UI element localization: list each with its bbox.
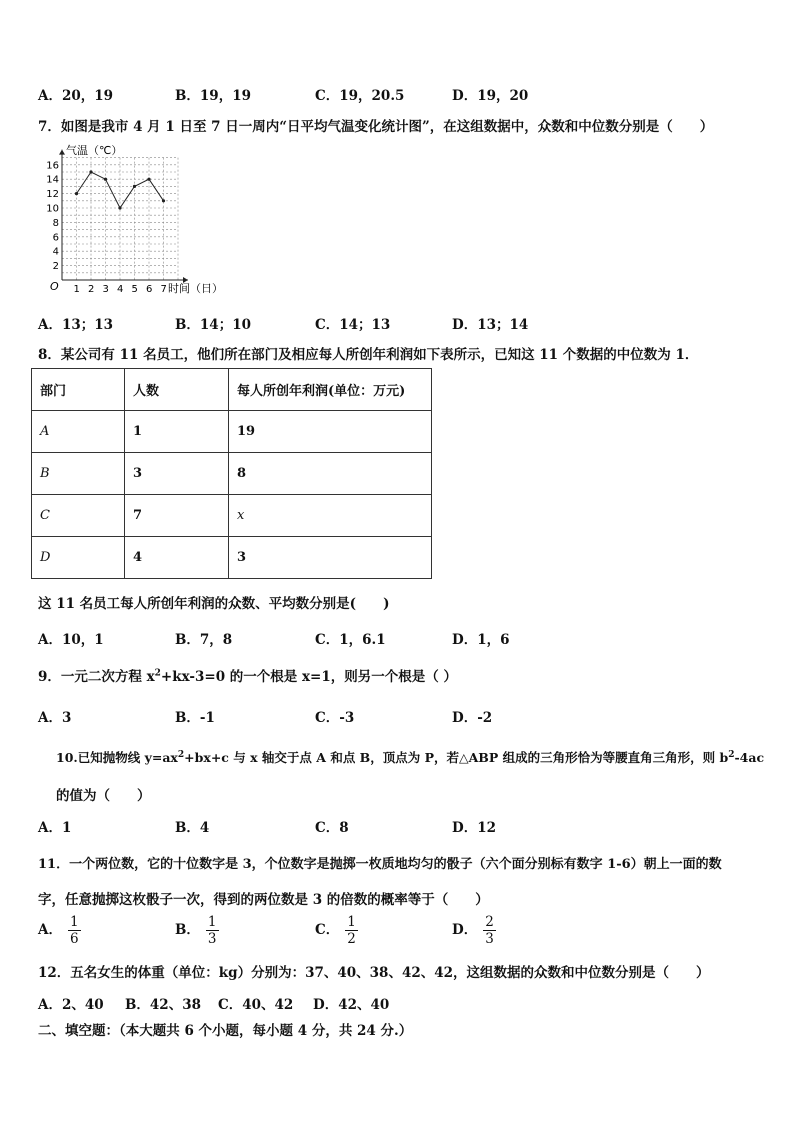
table-cell: 7 (125, 495, 229, 537)
q10-option-d: D．12 (452, 820, 496, 836)
table-cell: 3 (229, 537, 432, 579)
fraction (483, 914, 496, 947)
q9-exponent: 2 (154, 668, 161, 679)
fraction-numerator: 1 (347, 914, 356, 930)
y-tick-label: 12 (46, 189, 59, 201)
fraction (345, 914, 358, 947)
q8-stem: 8．某公司有 11 名员工，他们所在部门及相应每人所创年利润如下表所示，已知这 11 个数据的中位数为 1． (38, 347, 699, 363)
table-cell: 8 (229, 453, 432, 495)
q6-option-c: C．19，20.5 (315, 88, 405, 104)
y-axis-arrow-icon (59, 150, 65, 155)
option-label: C． (315, 922, 340, 938)
q11-option-d (452, 914, 496, 947)
table-cell: 3 (125, 453, 229, 495)
data-point (133, 185, 136, 188)
option-label: B． (175, 922, 200, 938)
fraction (68, 914, 81, 947)
table-cell: A (32, 411, 125, 453)
q6-option-d: D．19，20 (452, 88, 529, 104)
fraction-denominator: 3 (485, 931, 494, 947)
fraction-denominator: 2 (347, 931, 356, 947)
q8-option-a: A．10，1 (38, 632, 104, 648)
q11-stem-line1: 11．一个两位数，它的十位数字是 3，个位数字是抛掷一枚质地均匀的骰子（六个面分别标有数字 1-6）朝上一面的数 (38, 857, 722, 872)
q6-option-a: A．20，19 (38, 88, 114, 104)
data-point (147, 178, 150, 181)
data-point (89, 170, 92, 173)
chart-grid (62, 158, 178, 280)
x-tick-label: 3 (102, 284, 109, 295)
q10-option-c: C．8 (315, 820, 349, 836)
chart-axes (59, 150, 188, 283)
q10-exponent: 2 (728, 749, 735, 760)
data-point (104, 178, 107, 181)
q6-option-b: B．19，19 (175, 88, 251, 104)
chart-x-axis-label: 时间（日） (168, 282, 223, 295)
q9-option-a: A．3 (38, 710, 72, 726)
fraction-numerator: 2 (485, 914, 494, 930)
table-cell: x (229, 495, 432, 537)
x-tick-label: 4 (117, 284, 124, 295)
y-tick-label: 6 (52, 232, 59, 244)
table-row (32, 495, 432, 537)
table-header-cell: 人数 (125, 369, 229, 411)
data-point (162, 199, 165, 202)
y-tick-label: 14 (46, 174, 59, 186)
table-cell: 19 (229, 411, 432, 453)
y-tick-label: 16 (46, 160, 59, 172)
y-tick-label: 4 (52, 246, 59, 258)
q9-stem (38, 665, 457, 685)
y-tick-label: 2 (52, 261, 59, 273)
q8-followup: 这 11 名员工每人所创年利润的众数、平均数分别是( ) (38, 596, 390, 612)
q12-option-b: B．42、38 (125, 997, 201, 1013)
q12-option-d: D．42、40 (313, 997, 390, 1013)
q7-stem: 7．如图是我市 4 月 1 日至 7 日一周内“日平均气温变化统计图”，在这组数据中，众数和中位数分别是（ ） (38, 119, 714, 135)
q9-stem-part: +kx-3=0 的一个根是 x=1，则另一个根是（ ） (160, 669, 457, 685)
data-point (118, 206, 121, 209)
section-2-heading: 二、填空题：（本大题共 6 个小题，每小题 4 分，共 24 分.） (38, 1023, 413, 1039)
q7-option-d: D．13；14 (452, 317, 529, 333)
table-row (32, 411, 432, 453)
table-cell: C (32, 495, 125, 537)
q11-stem-line2: 字，任意抛掷这枚骰子一次，得到的两位数是 3 的倍数的概率等于（ ） (38, 892, 489, 908)
q10-exponent: 2 (177, 749, 185, 760)
q7-option-b: B．14；10 (175, 317, 251, 333)
table-header-cell: 部门 (32, 369, 125, 411)
x-tick-label: 2 (88, 284, 95, 295)
q10-option-b: B．4 (175, 820, 210, 836)
q8-option-c: C．1，6.1 (315, 632, 386, 648)
q10-stem-part: +bx+c 与 x 轴交于点 A 和点 B，顶点为 P，若△ABP 组成的三角形恰为等腰直角三角形，则 b (184, 750, 729, 765)
q12-stem: 12．五名女生的体重（单位：kg）分别为：37、40、38、42、42，这组数据的众数和中位数分别是（ ） (38, 965, 710, 981)
table-cell: 4 (125, 537, 229, 579)
table-cell: 1 (125, 411, 229, 453)
q8-profit-table (31, 368, 432, 579)
q10-stem-line1 (56, 748, 764, 766)
q10-stem-line2: 的值为（ ） (56, 788, 151, 804)
data-point (75, 192, 78, 195)
temperature-line-chart (36, 140, 236, 300)
x-tick-label: 6 (146, 284, 153, 295)
q10-option-a: A．1 (38, 820, 72, 836)
fraction-numerator: 1 (207, 914, 217, 930)
fraction-denominator: 6 (69, 931, 79, 947)
q9-stem-part: 9．一元二次方程 x (38, 669, 155, 685)
q11-option-c (315, 914, 358, 947)
q8-option-d: D．1，6 (452, 632, 510, 648)
chart-origin-label: O (50, 280, 59, 293)
x-tick-label: 5 (131, 284, 138, 295)
q9-option-d: D．-2 (452, 710, 493, 726)
q10-stem-part: -4ac (734, 750, 765, 765)
q9-option-b: B．-1 (175, 710, 215, 726)
table-header-cell: 每人所创年利润(单位：万元) (229, 369, 432, 411)
x-tick-label: 7 (160, 284, 167, 295)
table-cell: B (32, 453, 125, 495)
table-row (32, 537, 432, 579)
fraction-denominator: 3 (207, 931, 217, 947)
q11-option-b (175, 914, 219, 947)
q8-option-b: B．7，8 (175, 632, 233, 648)
table-row (32, 453, 432, 495)
y-tick-label: 8 (52, 217, 59, 229)
q10-stem-part: 10.已知抛物线 y=ax (56, 750, 178, 765)
fraction (206, 914, 219, 947)
q7-option-c: C．14；13 (315, 317, 391, 333)
fraction-numerator: 1 (69, 914, 79, 930)
x-tick-label: 1 (73, 284, 80, 295)
table-cell: D (32, 537, 125, 579)
option-label: D． (452, 922, 478, 938)
chart-y-axis-label: 气温（℃） (66, 144, 123, 157)
q12-option-c: C．40、42 (218, 997, 294, 1013)
y-tick-label: 10 (46, 203, 59, 215)
q11-option-a (38, 914, 81, 947)
q9-option-c: C．-3 (315, 710, 355, 726)
q7-option-a: A．13；13 (38, 317, 114, 333)
q12-option-a: A．2、40 (38, 997, 104, 1013)
table-header-row (32, 369, 432, 411)
option-label: A． (38, 922, 62, 938)
